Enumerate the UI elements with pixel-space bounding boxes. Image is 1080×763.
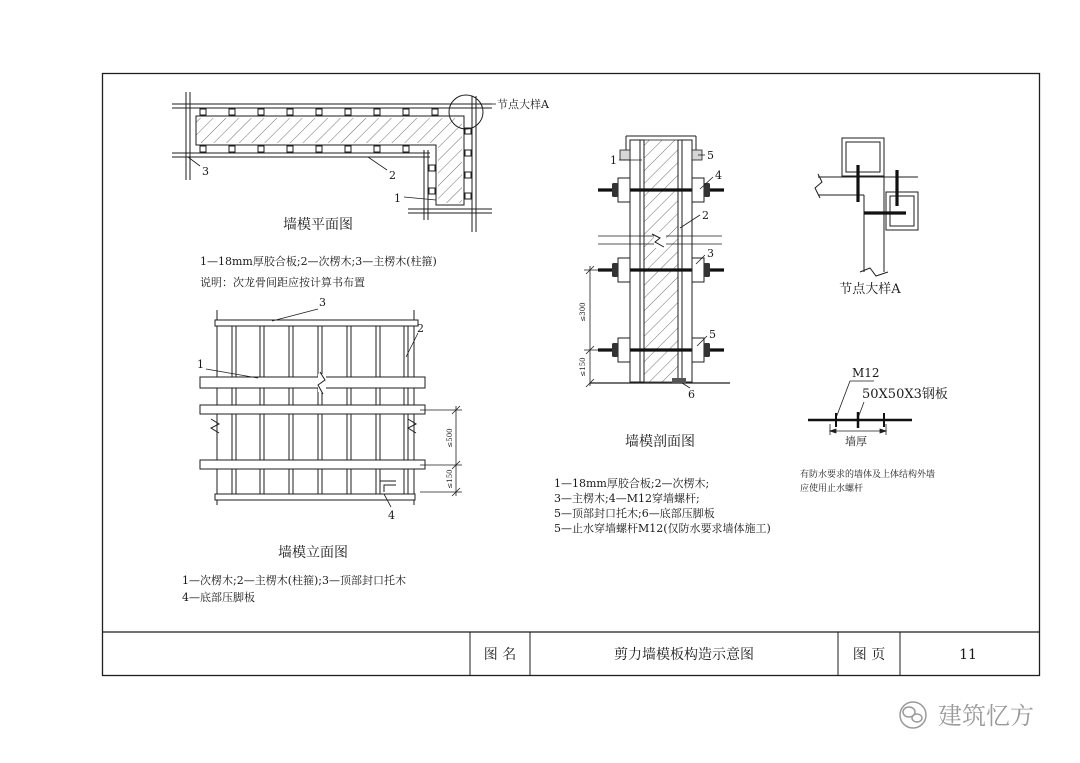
- section-view: [554, 136, 771, 535]
- section-title: 墙模剖面图: [625, 434, 695, 450]
- section-dim-lower: ≤150: [579, 357, 587, 377]
- section-callout-3: 3: [707, 247, 714, 260]
- elevation-base-angle: [380, 481, 396, 492]
- plan-wall-hatch: [196, 118, 462, 203]
- section-stud-right: [682, 140, 692, 382]
- wall-thickness-label: 墙厚: [845, 435, 867, 448]
- section-legend-line-4: 5—止水穿墙螺杆M12(仅防水要求墙体施工): [554, 522, 771, 535]
- plan-view: [172, 92, 550, 289]
- section-callout-2: 2: [702, 209, 709, 222]
- drawing-name: 剪力墙模板构造示意图: [614, 647, 754, 663]
- section-callout-6: 6: [688, 388, 695, 401]
- section-legend-line-2: 3—主楞木;4—M12穿墙螺杆;: [554, 492, 700, 505]
- elevation-view: [182, 296, 462, 604]
- elevation-break-gap: [318, 374, 326, 392]
- page-number: 11: [959, 647, 977, 663]
- section-callout-5-top: 5: [707, 149, 714, 162]
- elevation-callout-2: 2: [417, 322, 424, 335]
- section-base-plate: [672, 378, 686, 383]
- node-square-tube-right: [886, 192, 918, 230]
- section-top-cap-left: [620, 150, 630, 160]
- plan-callout-3: 3: [202, 165, 209, 178]
- watermark: [900, 702, 1034, 730]
- elevation-dim-upper: ≤500: [446, 428, 454, 448]
- section-plywood-right: [678, 140, 682, 382]
- elevation-callout-leader: [272, 309, 318, 321]
- waterstop-note-line-2: 应使用止水螺杆: [800, 484, 864, 494]
- drawing-name-label: 图 名: [483, 647, 517, 663]
- node-square-tube-top: [842, 138, 884, 176]
- bolt-label: M12: [852, 366, 880, 380]
- plan-detail-circle: [449, 95, 483, 129]
- plan-callout-1: 1: [394, 192, 401, 205]
- node-detail-a: [815, 138, 918, 297]
- plan-callout-2: 2: [389, 169, 396, 182]
- elevation-dimension: [420, 406, 462, 496]
- elevation-break-left: [211, 419, 219, 433]
- elevation-callout-3: 3: [319, 296, 326, 309]
- elevation-title: 墙模立面图: [278, 545, 348, 561]
- plate-label: 50X50X3钢板: [862, 387, 948, 402]
- section-legend-line-3: 5—顶部封口托木;6—底部压脚板: [554, 507, 715, 520]
- plan-callout-leader: [404, 197, 436, 200]
- section-callout-4: 4: [715, 169, 722, 182]
- section-callout-1: 1: [610, 154, 617, 167]
- waterstop-note-line-1: 有防水要求的墙体及上体结构外墙: [800, 470, 936, 480]
- elevation-callout-4: 4: [388, 509, 395, 522]
- section-stud-left: [630, 140, 640, 382]
- wechat-icon: [900, 702, 926, 728]
- elevation-callout-1: 1: [197, 358, 204, 371]
- elevation-legend-line-1: 1—次楞木;2—主楞木(柱箍);3—顶部封口托木: [182, 574, 406, 587]
- elevation-legend-line-2: 4—底部压脚板: [182, 591, 255, 604]
- watermark-text: 建筑忆方: [938, 702, 1034, 730]
- elevation-base-plate: [215, 494, 415, 500]
- plan-legend-line-1: 1—18mm厚胶合板;2—次楞木;3—主楞木(柱箍): [200, 255, 437, 268]
- elevation-break-right: [408, 419, 416, 433]
- plan-title: 墙模平面图: [283, 217, 353, 233]
- waterstop-bolt-detail: [800, 366, 948, 494]
- section-callout-5-bottom: 5: [709, 328, 716, 341]
- section-break: [598, 232, 722, 248]
- section-legend-line-1: 1—18mm厚胶合板;2—次楞木;: [554, 477, 710, 490]
- elevation-dim-lower: ≤150: [446, 469, 454, 489]
- section-plywood-left: [640, 140, 644, 382]
- elevation-top-cap: [215, 320, 418, 326]
- title-block: [102, 632, 1040, 675]
- section-dim-upper: ≤300: [579, 302, 587, 322]
- plan-callout-leader: [368, 157, 387, 170]
- plan-detail-ref: 节点大样A: [497, 98, 549, 111]
- plan-legend-line-2: 说明：次龙骨间距应按计算书布置: [200, 276, 365, 289]
- elevation-main-bars: [200, 377, 425, 469]
- section-dimension: [584, 266, 612, 387]
- node-detail-title: 节点大样A: [839, 282, 901, 297]
- section-wall-hatch: [644, 140, 678, 382]
- node-slab-break: [815, 174, 822, 198]
- page-label: 图 页: [852, 647, 886, 663]
